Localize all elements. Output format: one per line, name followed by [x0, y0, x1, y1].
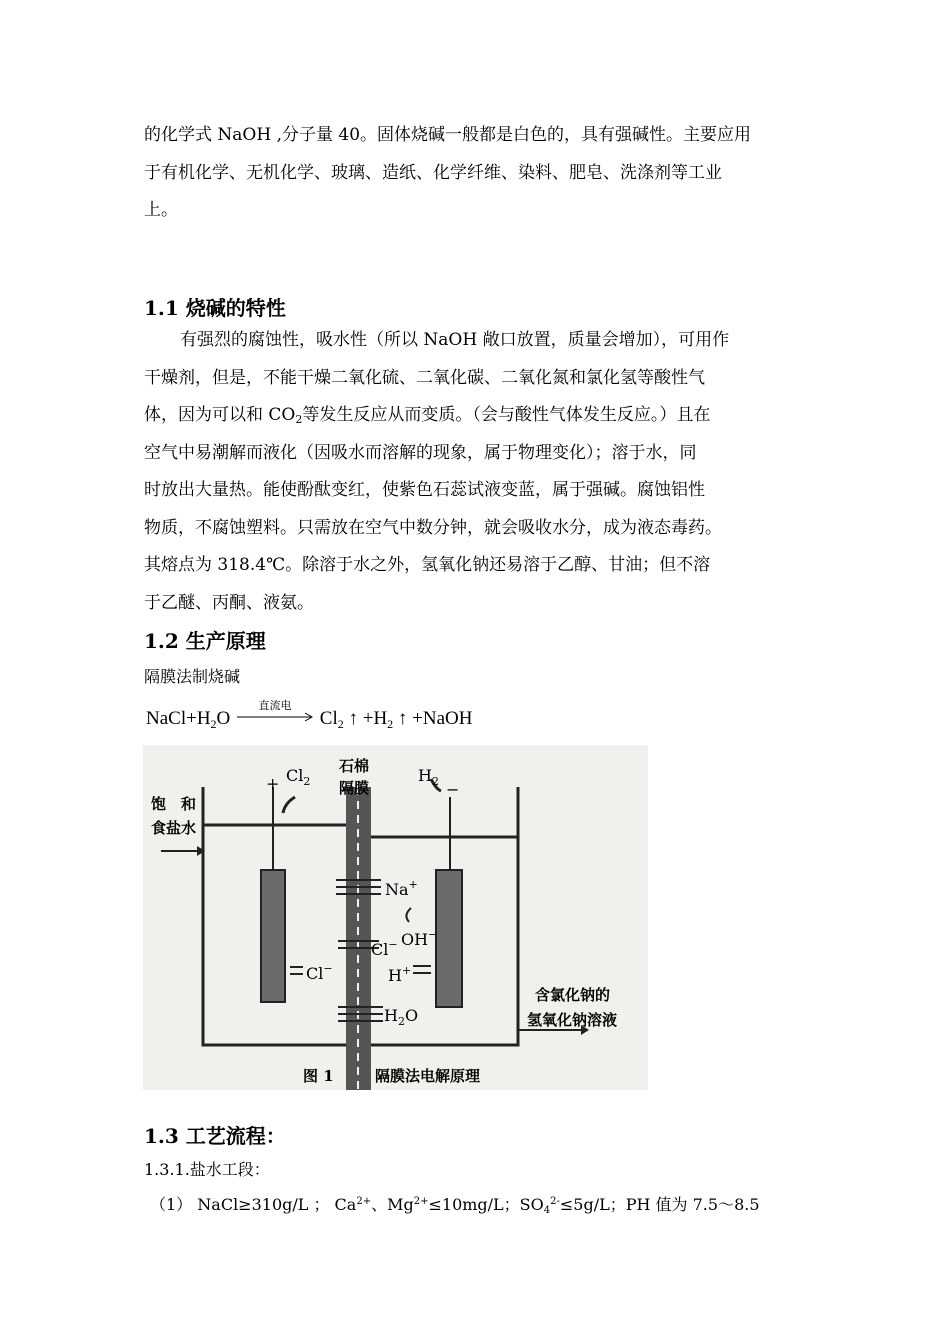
- cathode-gas-sub: 2: [431, 775, 439, 788]
- cathode-electrode: [436, 870, 462, 1007]
- eq-part: NaCl+H: [146, 708, 211, 729]
- spec-text: ≤10mg/L；SO: [428, 1195, 544, 1214]
- spec-superscript: 2+: [413, 1196, 429, 1207]
- ion-text: Na: [385, 880, 409, 899]
- ion-tail: O: [404, 1006, 419, 1025]
- spec-superscript: 2-: [550, 1196, 560, 1207]
- brine-spec-line: [150, 1192, 760, 1216]
- step-title: 1.3.1.盐水工段：: [144, 1160, 270, 1179]
- text-fragment: 等发生反应从而变质。（会与酸性气体发生反应。）且在: [302, 405, 711, 425]
- hydroxide-ion: [401, 928, 437, 949]
- reaction-condition: 直流电: [258, 700, 292, 712]
- cathode-gas: [418, 766, 439, 788]
- ion-charge: −: [388, 938, 398, 951]
- eq-part: ↑ +NaOH: [397, 708, 473, 729]
- inlet-label-1: 饱 和: [151, 795, 197, 813]
- water-molecule: [384, 1006, 418, 1028]
- ion-charge: −: [428, 928, 438, 941]
- ion-text: H: [388, 966, 402, 985]
- chloride-ion-left: [306, 962, 333, 983]
- spec-text: 、Mg: [371, 1195, 414, 1214]
- anode-sign: +: [266, 774, 280, 793]
- ion-text: OH: [401, 930, 429, 949]
- anode-gas-text: Cl: [286, 766, 304, 785]
- oh-arrow: [406, 908, 411, 922]
- anode-gas-sub: 2: [303, 775, 311, 788]
- section-1-2-title: 1.2 生产原理: [144, 629, 266, 653]
- reaction-equation: [146, 700, 473, 732]
- eq-part: O: [216, 708, 231, 729]
- intro-line: 的化学式 NaOH ,分子量 40。固体烧碱一般都是白色的，具有强碱性。主要应用: [144, 125, 752, 145]
- section-1-1-paragraph: [144, 322, 812, 622]
- electrolysis-diagram: [143, 745, 648, 1090]
- method-label: 隔膜法制烧碱: [144, 667, 241, 686]
- paragraph-line: 有强烈的腐蚀性，吸水性（所以 NaOH 敞口放置，质量会增加），可用作: [180, 330, 730, 350]
- eq-subscript: 2: [337, 717, 344, 731]
- figure-caption: 隔膜法电解原理: [375, 1067, 481, 1085]
- subscript: 2: [295, 413, 303, 426]
- ion-text: H: [384, 1006, 398, 1025]
- chlorine-gas-arrow: [283, 797, 295, 813]
- sodium-ion: [385, 878, 418, 899]
- hydrogen-ion: [388, 964, 411, 985]
- section-1-1-title: 1.1 烧碱的特性: [144, 296, 286, 320]
- ion-sub: 2: [397, 1015, 405, 1028]
- figure-number: 图 1: [303, 1067, 334, 1085]
- anode-electrode: [261, 870, 285, 1002]
- paragraph-line: 于乙醚、丙酮、液氨。: [144, 592, 314, 613]
- ion-charge: +: [401, 964, 412, 977]
- ion-charge: −: [323, 962, 333, 975]
- paragraph-line: [144, 397, 812, 435]
- reaction-arrow: [235, 700, 315, 730]
- chloride-ion-mid: [371, 938, 398, 959]
- eq-subscript: 2: [387, 717, 394, 731]
- cathode-gas-text: H: [418, 766, 432, 785]
- outlet-label-1: 含氯化钠的: [535, 986, 611, 1004]
- text-fragment: 体，因为可以和 CO: [144, 405, 296, 425]
- spec-text: NaCl≥310g/L ； Ca: [197, 1195, 357, 1214]
- inlet-label-2: 食盐水: [151, 819, 197, 837]
- paragraph-line: 空气中易潮解而液化（因吸水而溶解的现象，属于物理变化）；溶于水，同: [144, 442, 697, 463]
- section-1-3-title: 1.3 工艺流程：: [144, 1124, 286, 1148]
- ion-charge: +: [408, 878, 418, 891]
- spec-subscript: 4: [543, 1205, 551, 1216]
- spec-superscript: 2+: [356, 1196, 372, 1207]
- intro-paragraph: [144, 117, 812, 230]
- paragraph-line: 干燥剂，但是，不能干燥二氧化硫、二氧化碳、二氧化氮和氯化氢等酸性气: [144, 367, 705, 388]
- outlet-label-2: 氢氧化钠溶液: [527, 1011, 618, 1029]
- ion-text: Cl: [371, 940, 389, 959]
- ion-text: Cl: [306, 964, 324, 983]
- membrane-label-1: 石棉: [339, 757, 370, 775]
- paragraph-line: 时放出大量热。能使酚酞变红，使紫色石蕊试液变蓝，属于强碱。腐蚀铝性: [144, 480, 705, 500]
- intro-line: 于有机化学、无机化学、玻璃、造纸、化学纤维、染料、肥皂、洗涤剂等工业: [144, 162, 722, 183]
- paragraph-line: 物质，不腐蚀塑料。只需放在空气中数分钟，就会吸收水分，成为液态毒药。: [144, 517, 722, 538]
- eq-part: Cl: [319, 708, 338, 729]
- intro-line: 上。: [144, 200, 178, 220]
- membrane-label-2: 隔膜: [339, 779, 370, 797]
- anode-gas: [286, 766, 310, 788]
- cathode-sign: −: [446, 780, 460, 799]
- spec-index: （1）: [150, 1195, 193, 1214]
- eq-part: ↑ +H: [348, 708, 388, 729]
- electrolysis-figure: [143, 745, 648, 1090]
- paragraph-line: 其熔点为 318.4℃。除溶于水之外，氢氧化钠还易溶于乙醇、甘油；但不溶: [144, 555, 711, 575]
- eq-subscript: 2: [210, 717, 217, 731]
- spec-text: ≤5g/L；PH 值为 7.5～8.5: [559, 1195, 760, 1214]
